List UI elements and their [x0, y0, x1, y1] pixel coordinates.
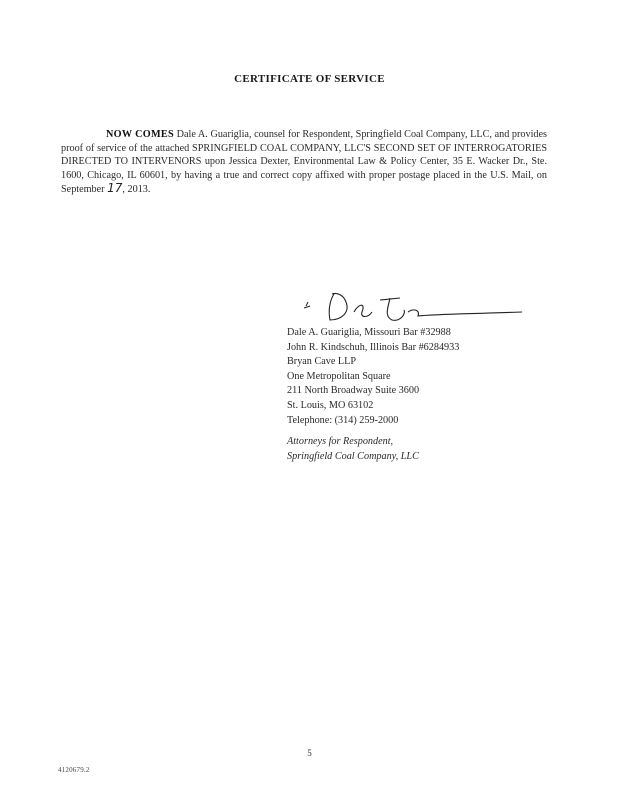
page-number: 5	[307, 748, 312, 758]
document-id: 4120679.2	[58, 766, 90, 774]
handwritten-signature	[296, 288, 526, 328]
signature-block	[287, 326, 587, 428]
lead-phrase: NOW COMES	[106, 129, 174, 140]
attorney-line: John R. Kindschuh, Illinois Bar #6284933	[287, 341, 460, 353]
address-line: St. Louis, MO 63102	[287, 399, 374, 411]
address-line: 211 North Broadway Suite 3600	[287, 385, 420, 397]
role-line: Springfield Coal Company, LLC	[287, 450, 419, 462]
firm-name: Bryan Cave LLP	[287, 356, 357, 368]
attorney-line: Dale A. Guariglia, Missouri Bar #32988	[287, 327, 451, 338]
certificate-body	[61, 128, 547, 197]
telephone-line: Telephone: (314) 259-2000	[287, 414, 399, 426]
body-text-main: Dale A. Guariglia, counsel for Respondent, Springfield Coal Company, LLC, and provides proof of service of the attached SPRINGFIELD COAL COMPANY, LLC'S SECOND SET OF INTERROGATORIES DIRECTED TO INTERVENORS upon Jessica Dexter, Environmental Law & Policy Center, 35 E. Wacker Dr., Ste. 1600, Chicago, IL 60601, by having a true and correct copy affixed with proper postage placed in the U.S. Mail, on September	[61, 129, 548, 196]
address-line: One Metropolitan Square	[287, 370, 391, 382]
role-line: Attorneys for Respondent,	[287, 436, 394, 447]
page-title: CERTIFICATE OF SERVICE	[234, 73, 385, 85]
role-block	[287, 435, 587, 464]
handwritten-day: 17	[107, 181, 123, 196]
body-text-year: , 2013.	[122, 184, 151, 196]
